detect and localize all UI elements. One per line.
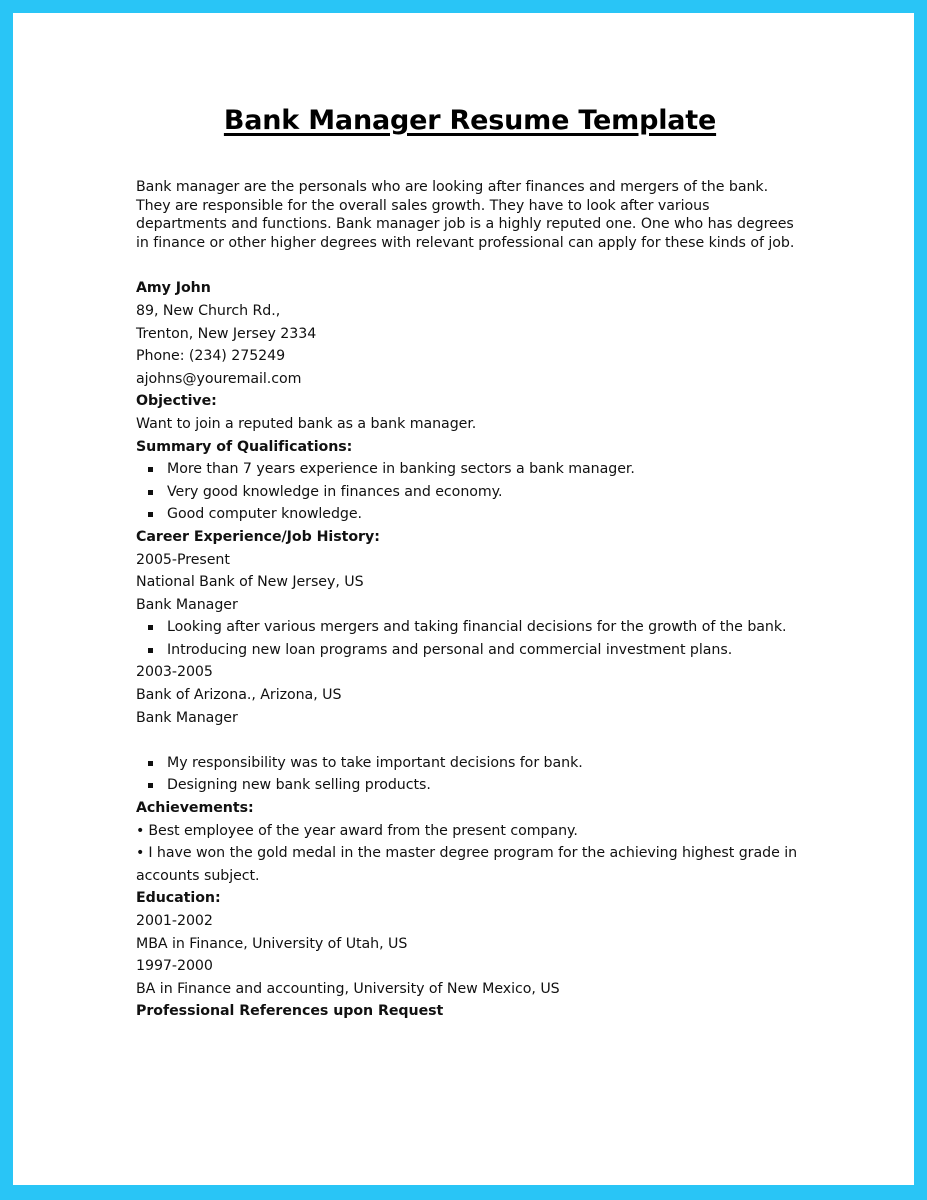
resume-page xyxy=(13,13,914,1185)
list-item xyxy=(136,752,804,775)
list-item xyxy=(136,616,804,639)
list-item-text: More than 7 years experience in banking sectors a bank manager. xyxy=(167,461,635,478)
education-dates: 2001-2002 xyxy=(136,913,213,929)
references-note: Professional References upon Request xyxy=(136,1003,444,1020)
list-item-text: Designing new bank selling products. xyxy=(167,777,431,794)
page-title-text: Bank Manager Resume Template xyxy=(223,105,717,136)
list-item-text: Very good knowledge in finances and economy. xyxy=(167,483,503,500)
achievements-heading: Achievements: xyxy=(136,800,254,817)
career-section xyxy=(136,526,804,797)
job-entry xyxy=(136,549,804,662)
qualifications-section xyxy=(136,436,804,526)
contact-city-state-zip: Trenton, New Jersey 2334 xyxy=(136,325,317,342)
education-dates: 1997-2000 xyxy=(136,958,213,975)
square-bullet-icon xyxy=(148,783,153,788)
square-bullet-icon xyxy=(148,625,153,630)
education-degree: BA in Finance and accounting, University of New Mexico, US xyxy=(136,980,560,997)
qualifications-heading: Summary of Qualifications: xyxy=(136,438,353,455)
job-role: Bank Manager xyxy=(136,596,238,613)
blank-line xyxy=(136,729,804,752)
square-bullet-icon xyxy=(148,512,153,517)
list-item xyxy=(136,481,804,504)
list-item xyxy=(136,820,804,843)
education-section xyxy=(136,887,804,1000)
list-item-text: Looking after various mergers and taking financial decisions for the growth of the bank. xyxy=(167,619,787,636)
square-bullet-icon xyxy=(148,648,153,653)
contact-street: 89, New Church Rd., xyxy=(136,302,281,319)
job-role: Bank Manager xyxy=(136,709,238,726)
education-degree: MBA in Finance, University of Utah, US xyxy=(136,935,408,952)
intro-paragraph: Bank manager are the personals who are looking after finances and mergers of the bank. They are responsible for the overall sales growth. They have to look after various departments and functions. Bank manager job is a highly reputed one. One who has degrees in finance or other higher degrees with relevant professional can apply for these kinds of job. xyxy=(136,179,795,251)
list-item xyxy=(136,639,804,662)
square-bullet-icon xyxy=(148,761,153,766)
objective-text: Want to join a reputed bank as a bank manager. xyxy=(136,415,477,432)
job-entry xyxy=(136,661,804,797)
job-employer: National Bank of New Jersey, US xyxy=(136,574,364,591)
candidate-name: Amy John xyxy=(136,280,211,297)
contact-block xyxy=(136,277,804,390)
list-item xyxy=(136,842,804,887)
contact-email: ajohns@youremail.com xyxy=(136,370,302,387)
dot-bullet-icon: • xyxy=(136,822,145,839)
resume-content xyxy=(136,105,804,1023)
contact-phone: Phone: (234) 275249 xyxy=(136,348,286,365)
job-dates: 2003-2005 xyxy=(136,664,213,681)
dot-bullet-icon: • xyxy=(136,845,145,862)
list-item-text: My responsibility was to take important decisions for bank. xyxy=(167,754,583,771)
achievements-section xyxy=(136,797,804,887)
list-item xyxy=(136,458,804,481)
career-heading: Career Experience/Job History: xyxy=(136,528,380,545)
list-item-text: Introducing new loan programs and personal and commercial investment plans. xyxy=(167,641,733,658)
job-dates: 2005-Present xyxy=(136,551,230,568)
list-item-text: Good computer knowledge. xyxy=(167,506,363,523)
education-heading: Education: xyxy=(136,890,221,907)
list-item xyxy=(136,503,804,526)
list-item-text: Best employee of the year award from the present company. xyxy=(148,822,578,839)
job-employer: Bank of Arizona., Arizona, US xyxy=(136,687,342,704)
objective-heading: Objective: xyxy=(136,393,217,410)
square-bullet-icon xyxy=(148,490,153,495)
page-title xyxy=(136,105,804,136)
list-item-text: I have won the gold medal in the master degree program for the achieving highest grade in accounts subject. xyxy=(136,845,798,884)
objective-section xyxy=(136,390,804,435)
list-item xyxy=(136,774,804,797)
square-bullet-icon xyxy=(148,467,153,472)
